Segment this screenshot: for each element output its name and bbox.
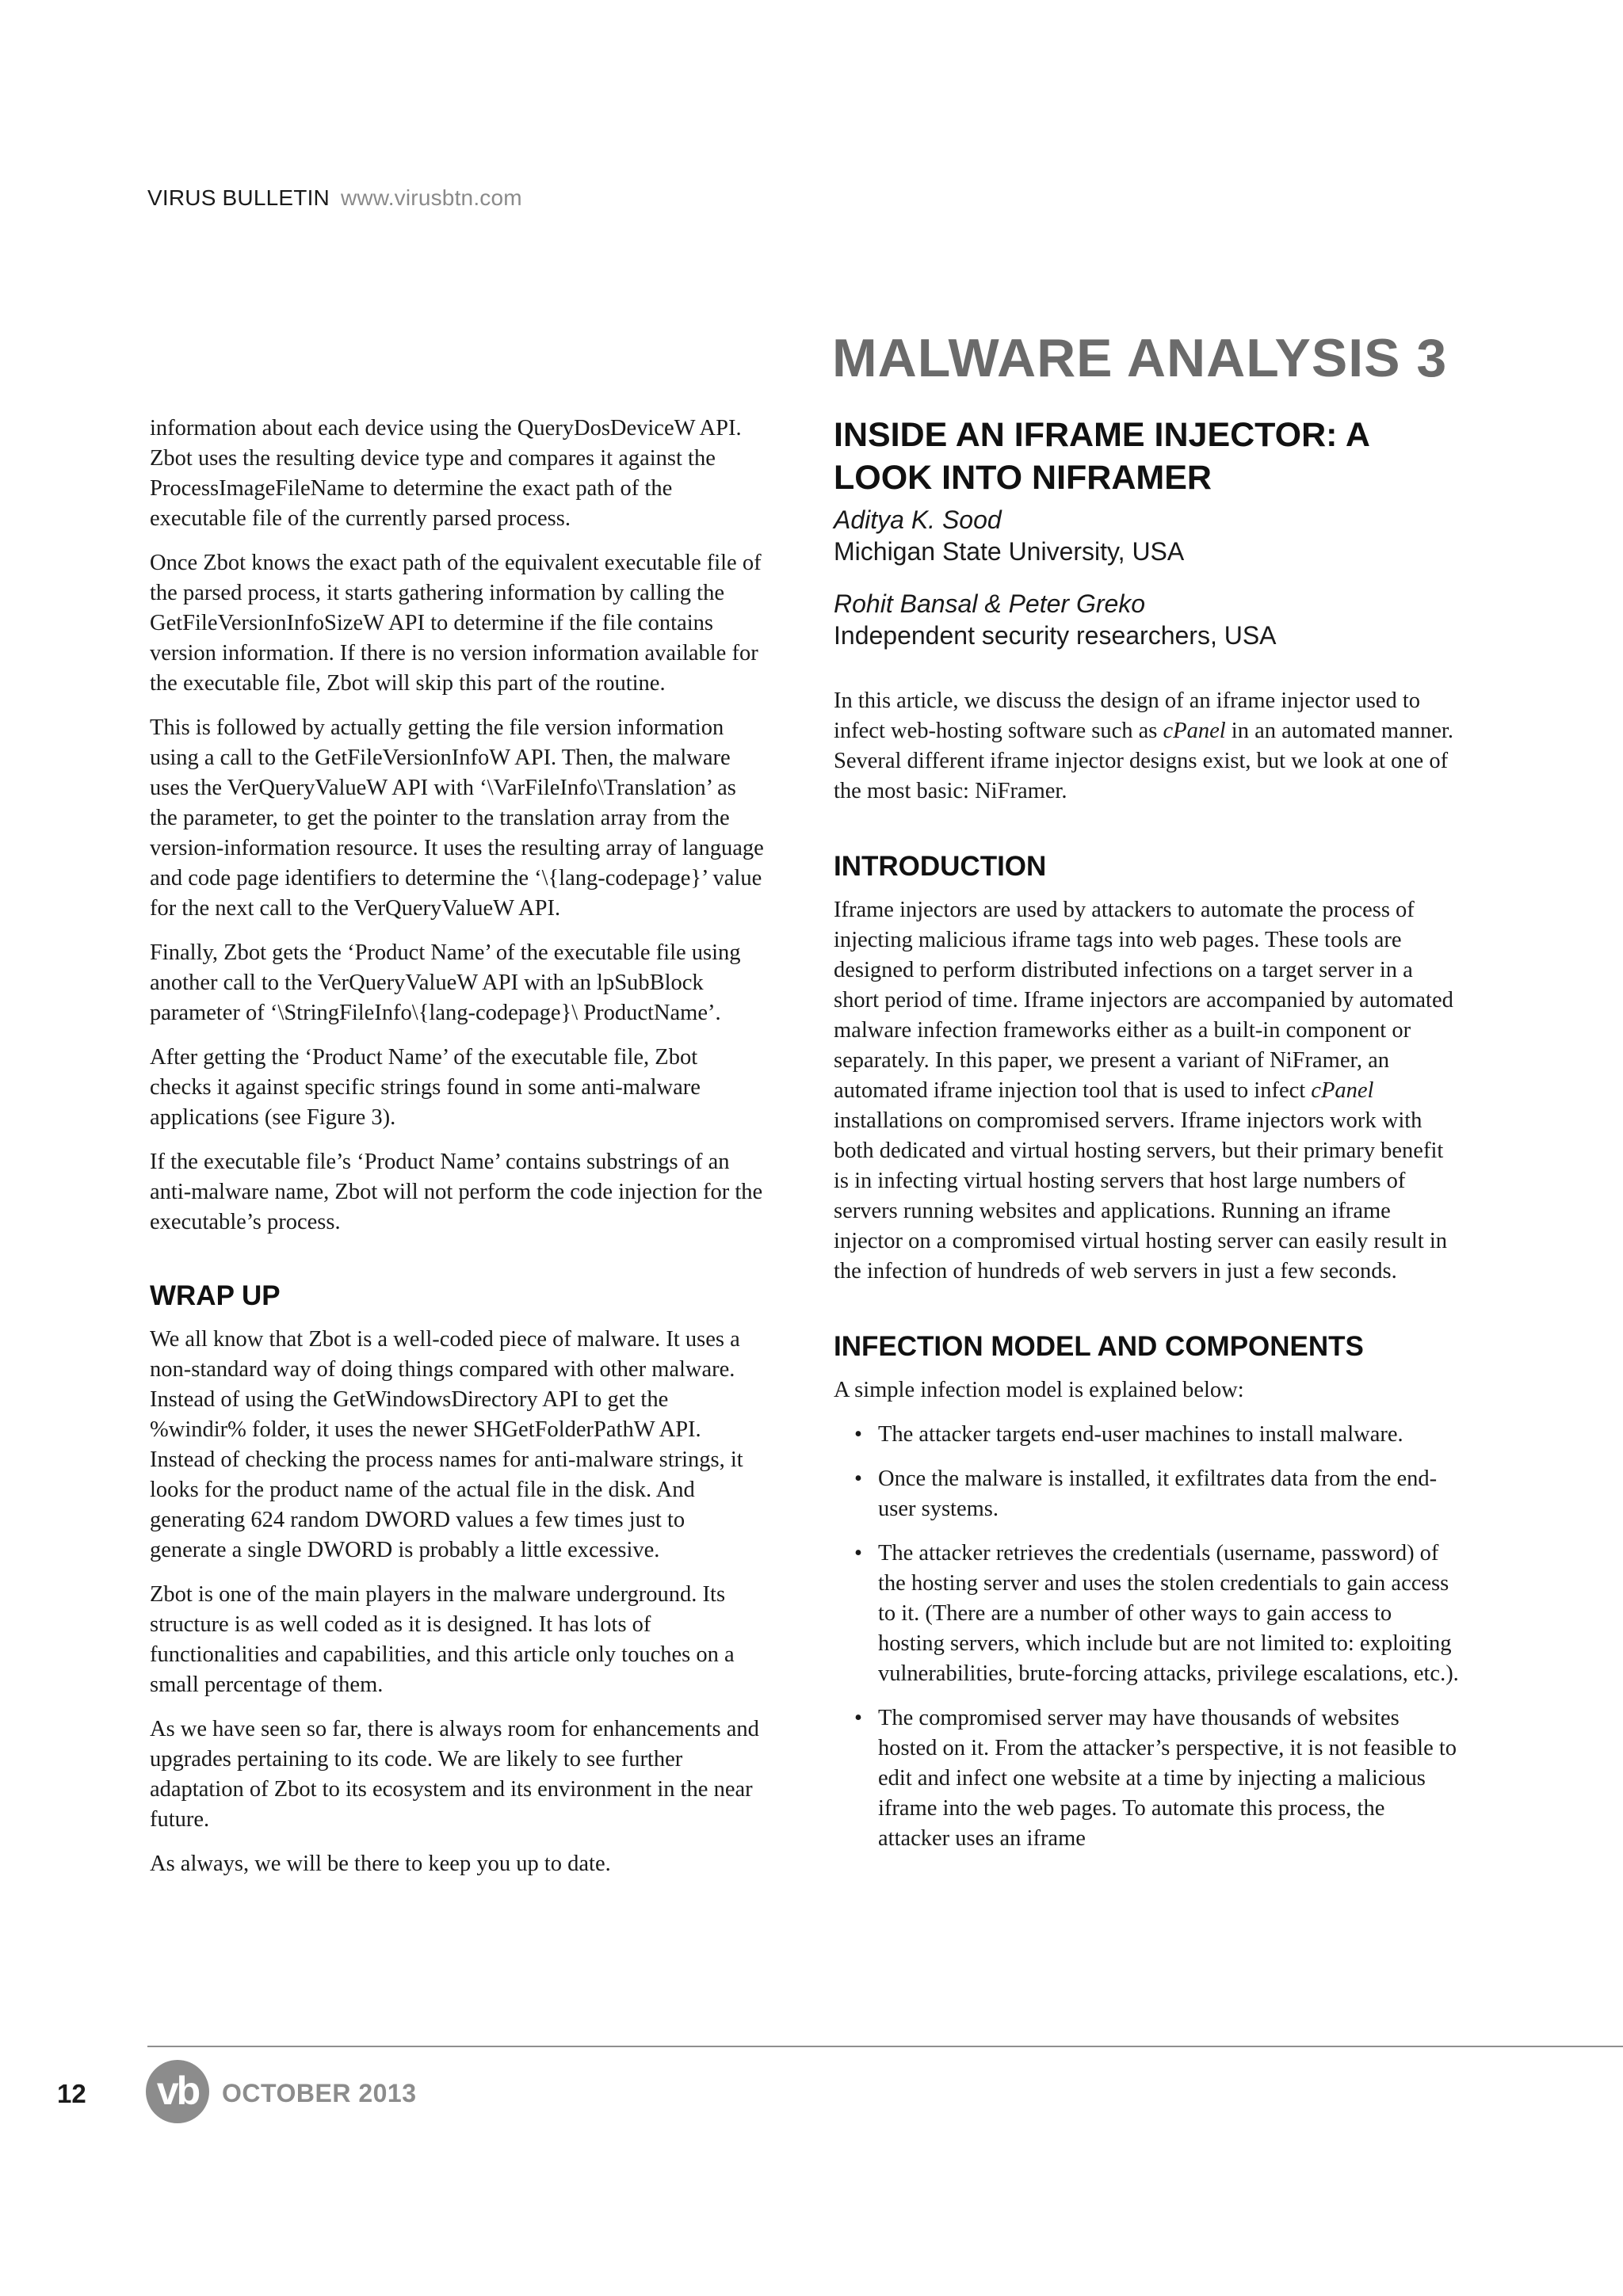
body-paragraph: As we have seen so far, there is always room for enhancements and upgrades pertaining to its code. We are likely to see further adaptation of Zbot to its ecosystem and its environment in the near future.: [150, 1717, 759, 1832]
bullet-icon: •: [854, 1706, 862, 1730]
body-paragraph: As always, we will be there to keep you up to date.: [150, 1852, 611, 1876]
body-paragraph: This is followed by actually getting the file version information using a call to the GetFileVersionInfoW API. Then, the malware uses the VerQueryValueW API with ‘\VarFileInfo\Translation’ as the parameter, to get the pointer to the translation array from the version-information resource. It uses the resulting array of language and code page identifiers to determine the ‘\{lang-codepage}’ value for the next call to the VerQueryValueW API.: [150, 715, 764, 921]
section-heading-introduction: INTRODUCTION: [834, 851, 1047, 882]
publication-name: VIRUS BULLETIN: [147, 185, 330, 210]
bullet-list: [834, 1420, 1460, 1854]
author-name: Rohit Bansal & Peter Greko: [834, 589, 1146, 618]
bullet-icon: •: [854, 1466, 862, 1491]
abstract-paragraph: In this article, we discuss the design of an iframe injector used to infect web-hosting software such as cPanel in an automated manner. Several different iframe injector designs exist, but we look at one of the most basic: NiFramer.: [834, 688, 1453, 803]
article-title: INSIDE AN IFRAME INJECTOR: A LOOK INTO NIFRAMER: [834, 416, 1369, 497]
body-paragraph: After getting the ‘Product Name’ of the executable file, Zbot checks it against specific strings found in some anti-malware applications (see Figure 3).: [150, 1045, 701, 1130]
product-name: cPanel: [1311, 1078, 1374, 1103]
left-column: [150, 414, 764, 1894]
issue-date: OCTOBER 2013: [222, 2079, 417, 2107]
body-paragraph: Once Zbot knows the exact path of the equivalent executable file of the parsed process, it starts gathering information by calling the GetFileVersionInfoSizeW API to determine if the file contains version information. If there is no version information available for the executable file, Zbot will skip this part of the routine.: [150, 551, 762, 696]
section-kicker: MALWARE ANALYSIS 3: [832, 328, 1448, 388]
list-item: • The compromised server may have thousands of websites hosted on it. From the attacker’s perspective, it is not feasible to edit and infect one website at a time by injecting a malicious iframe into the web pages. To automate this process, the attacker uses an iframe: [834, 1703, 1460, 1854]
bullet-icon: •: [854, 1541, 862, 1566]
author-affiliation: Michigan State University, USA: [834, 537, 1185, 566]
list-item: • The attacker retrieves the credentials (username, password) of the hosting server and uses the stolen credentials to gain access to it. (There are a number of other ways to gain access to hosting servers, which include but are not limited to: exploiting vulnerabilities, brute-forcing attacks, privilege escalations, etc.).: [834, 1539, 1460, 1689]
footer-divider: [147, 2046, 1623, 2047]
product-name: cPanel: [1163, 719, 1226, 743]
list-item: • The attacker targets end-user machines to install malware.: [834, 1420, 1460, 1450]
running-header: [147, 185, 522, 211]
section-heading-infection-model: INFECTION MODEL AND COMPONENTS: [834, 1331, 1364, 1362]
body-paragraph: Zbot is one of the main players in the malware underground. Its structure is as well coded as it is designed. It has lots of functionalities and capabilities, and this article only touches on a small percentage of them.: [150, 1582, 735, 1697]
section-heading-wrap-up: WRAP UP: [150, 1280, 281, 1311]
body-paragraph: We all know that Zbot is a well-coded piece of malware. It uses a non-standard way of doing things compared with other malware. Instead of using the GetWindowsDirectory API to get the %windir% folder, it uses the newer SHGetFolderPathW API. Instead of checking the process names for anti-malware strings, it looks for the product name of the actual file in the disk. And generating 624 random DWORD values a few times just to generate a single DWORD is probably a little excessive.: [150, 1327, 743, 1562]
body-paragraph: information about each device using the QueryDosDeviceW API. Zbot uses the resulting device type and compares it against the ProcessImageFileName to determine the exact path of the executable file of the currently parsed process.: [150, 416, 742, 531]
vb-logo-icon: vb: [146, 2060, 209, 2123]
body-paragraph: If the executable file’s ‘Product Name’ contains substrings of an anti-malware name, Zbot will not perform the code injection for the executable’s process.: [150, 1150, 763, 1234]
body-paragraph: Iframe injectors are used by attackers to automate the process of injecting malicious iframe tags into web pages. These tools are designed to perform distributed infections on a target server in a short period of time. Iframe injectors are accompanied by automated malware infection frameworks either as a built-in component or separately. In this paper, we present a variant of NiFramer, an automated iframe injection tool that is used to infect cPanel installations on compromised servers. Iframe injectors work with both dedicated and virtual hosting servers, but their primary benefit is in infecting virtual hosting servers that host large numbers of servers running websites and applications. Running an iframe injector on a compromised virtual hosting server can easily result in the infection of hundreds of web servers in just a few seconds.: [834, 898, 1453, 1283]
body-paragraph: A simple infection model is explained below:: [834, 1378, 1244, 1402]
body-paragraph: Finally, Zbot gets the ‘Product Name’ of the executable file using another call to the VerQueryValueW API with an lpSubBlock parameter of ‘\StringFileInfo\{lang-codepage}\ ProductName’.: [150, 940, 741, 1025]
publication-url[interactable]: www.virusbtn.com: [340, 185, 522, 210]
page-number: 12: [57, 2079, 86, 2108]
list-item: • Once the malware is installed, it exfiltrates data from the end-user systems.: [834, 1464, 1460, 1524]
right-column: [834, 414, 1460, 1868]
author-affiliation: Independent security researchers, USA: [834, 621, 1277, 650]
bullet-icon: •: [854, 1422, 862, 1447]
author-name: Aditya K. Sood: [834, 505, 1002, 534]
